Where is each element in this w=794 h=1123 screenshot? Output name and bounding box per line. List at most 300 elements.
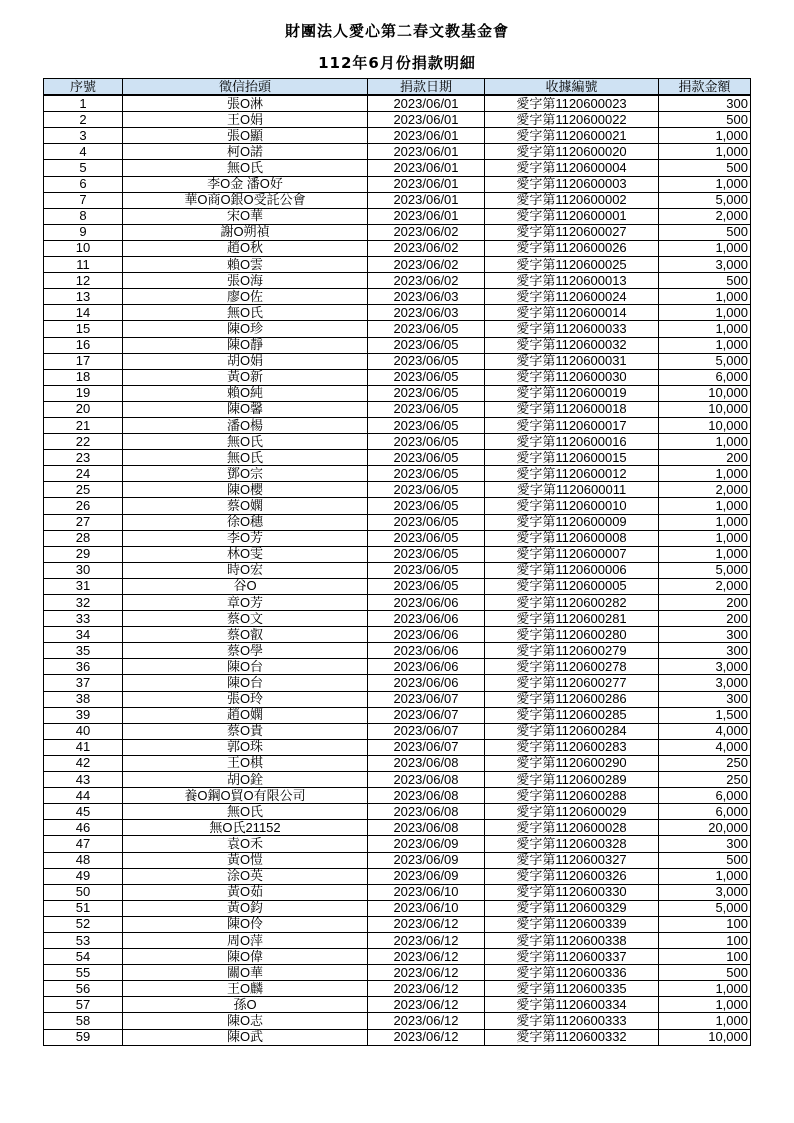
serial-cell: 51 (44, 900, 123, 916)
receipt-number-cell: 愛字第1120600002 (485, 192, 659, 208)
amount-cell: 1,000 (659, 498, 751, 514)
table-row (44, 868, 751, 884)
receipt-number-cell: 愛字第1120600335 (485, 981, 659, 997)
amount-cell: 6,000 (659, 369, 751, 385)
amount-cell: 4,000 (659, 723, 751, 739)
table-row (44, 965, 751, 981)
serial-cell: 59 (44, 1029, 123, 1045)
amount-cell: 2,000 (659, 208, 751, 224)
donor-name-cell: 宋O華 (123, 208, 368, 224)
donor-name-cell: 孫O (123, 997, 368, 1013)
column-header-receipt-number: 收據編號 (485, 79, 659, 96)
donor-name-cell: 無O氏 (123, 804, 368, 820)
donor-name-cell: 無O氏 (123, 450, 368, 466)
receipt-number-cell: 愛字第1120600008 (485, 530, 659, 546)
serial-cell: 47 (44, 836, 123, 852)
donor-name-cell: 袁O禾 (123, 836, 368, 852)
serial-cell: 11 (44, 257, 123, 273)
amount-cell: 10,000 (659, 401, 751, 417)
date-cell: 2023/06/06 (368, 595, 485, 611)
serial-cell: 57 (44, 997, 123, 1013)
amount-cell: 1,000 (659, 530, 751, 546)
table-row (44, 546, 751, 562)
table-row (44, 160, 751, 176)
amount-cell: 500 (659, 224, 751, 240)
receipt-number-cell: 愛字第1120600020 (485, 144, 659, 160)
table-row (44, 916, 751, 932)
serial-cell: 33 (44, 611, 123, 627)
date-cell: 2023/06/09 (368, 868, 485, 884)
date-cell: 2023/06/05 (368, 353, 485, 369)
donor-name-cell: 蔡O貴 (123, 723, 368, 739)
table-row (44, 257, 751, 273)
table-row (44, 514, 751, 530)
receipt-number-cell: 愛字第1120600281 (485, 611, 659, 627)
table-row (44, 997, 751, 1013)
date-cell: 2023/06/09 (368, 852, 485, 868)
serial-cell: 49 (44, 868, 123, 884)
receipt-number-cell: 愛字第1120600339 (485, 916, 659, 932)
donor-name-cell: 郭O珠 (123, 739, 368, 755)
serial-cell: 36 (44, 659, 123, 675)
amount-cell: 500 (659, 852, 751, 868)
table-row (44, 755, 751, 771)
table-row (44, 530, 751, 546)
table-row (44, 321, 751, 337)
serial-cell: 1 (44, 95, 123, 112)
table-row (44, 128, 751, 144)
date-cell: 2023/06/12 (368, 916, 485, 932)
donor-name-cell: 趙O秋 (123, 240, 368, 256)
receipt-number-cell: 愛字第1120600283 (485, 739, 659, 755)
amount-cell: 3,000 (659, 675, 751, 691)
serial-cell: 45 (44, 804, 123, 820)
date-cell: 2023/06/06 (368, 675, 485, 691)
table-row (44, 707, 751, 723)
amount-cell: 1,000 (659, 128, 751, 144)
table-row (44, 884, 751, 900)
table-row (44, 788, 751, 804)
receipt-number-cell: 愛字第1120600030 (485, 369, 659, 385)
receipt-number-cell: 愛字第1120600336 (485, 965, 659, 981)
serial-cell: 54 (44, 949, 123, 965)
serial-cell: 39 (44, 707, 123, 723)
table-row (44, 482, 751, 498)
amount-cell: 1,000 (659, 337, 751, 353)
table-row (44, 981, 751, 997)
donor-name-cell: 鄧O宗 (123, 466, 368, 482)
amount-cell: 1,000 (659, 144, 751, 160)
donor-name-cell: 時O宏 (123, 562, 368, 578)
column-header-amount: 捐款金額 (659, 79, 751, 96)
table-row (44, 595, 751, 611)
donor-name-cell: 無O氏 (123, 434, 368, 450)
table-row (44, 932, 751, 948)
date-cell: 2023/06/02 (368, 224, 485, 240)
table-row (44, 176, 751, 192)
serial-cell: 43 (44, 772, 123, 788)
receipt-number-cell: 愛字第1120600031 (485, 353, 659, 369)
table-row (44, 434, 751, 450)
date-cell: 2023/06/01 (368, 208, 485, 224)
column-header-donor-name: 徵信抬頭 (123, 79, 368, 96)
table-row (44, 659, 751, 675)
table-row (44, 450, 751, 466)
date-cell: 2023/06/01 (368, 176, 485, 192)
amount-cell: 1,000 (659, 868, 751, 884)
donor-name-cell: 王O麟 (123, 981, 368, 997)
serial-cell: 5 (44, 160, 123, 176)
date-cell: 2023/06/05 (368, 514, 485, 530)
donor-name-cell: 賴O雲 (123, 257, 368, 273)
date-cell: 2023/06/02 (368, 240, 485, 256)
date-cell: 2023/06/07 (368, 739, 485, 755)
date-cell: 2023/06/07 (368, 707, 485, 723)
donor-name-cell: 賴O純 (123, 385, 368, 401)
serial-cell: 15 (44, 321, 123, 337)
table-body (44, 95, 751, 1045)
donor-name-cell: 華O商O銀O受託公會 (123, 192, 368, 208)
amount-cell: 3,000 (659, 257, 751, 273)
serial-cell: 30 (44, 562, 123, 578)
table-row (44, 578, 751, 594)
amount-cell: 5,000 (659, 900, 751, 916)
table-row (44, 353, 751, 369)
amount-cell: 1,000 (659, 546, 751, 562)
donor-name-cell: 張O玲 (123, 691, 368, 707)
serial-cell: 50 (44, 884, 123, 900)
date-cell: 2023/06/06 (368, 611, 485, 627)
receipt-number-cell: 愛字第1120600007 (485, 546, 659, 562)
table-row (44, 305, 751, 321)
organization-title: 財團法人愛心第二春文教基金會 (284, 22, 509, 40)
serial-cell: 10 (44, 240, 123, 256)
donor-name-cell: 謝O朔禎 (123, 224, 368, 240)
serial-cell: 31 (44, 578, 123, 594)
serial-cell: 17 (44, 353, 123, 369)
receipt-number-cell: 愛字第1120600337 (485, 949, 659, 965)
receipt-number-cell: 愛字第1120600016 (485, 434, 659, 450)
date-cell: 2023/06/12 (368, 965, 485, 981)
amount-cell: 100 (659, 916, 751, 932)
receipt-number-cell: 愛字第1120600284 (485, 723, 659, 739)
donor-name-cell: 涂O英 (123, 868, 368, 884)
table-row (44, 289, 751, 305)
amount-cell: 200 (659, 595, 751, 611)
donor-name-cell: 無O氏 (123, 305, 368, 321)
date-cell: 2023/06/07 (368, 723, 485, 739)
receipt-number-cell: 愛字第1120600021 (485, 128, 659, 144)
date-cell: 2023/06/05 (368, 466, 485, 482)
donor-name-cell: 黃O新 (123, 369, 368, 385)
donor-name-cell: 蔡O嫻 (123, 498, 368, 514)
receipt-number-cell: 愛字第1120600327 (485, 852, 659, 868)
receipt-number-cell: 愛字第1120600289 (485, 772, 659, 788)
date-cell: 2023/06/05 (368, 434, 485, 450)
amount-cell: 500 (659, 965, 751, 981)
receipt-number-cell: 愛字第1120600010 (485, 498, 659, 514)
receipt-number-cell: 愛字第1120600329 (485, 900, 659, 916)
amount-cell: 1,000 (659, 321, 751, 337)
table-row (44, 95, 751, 112)
amount-cell: 1,000 (659, 466, 751, 482)
table-row (44, 240, 751, 256)
receipt-number-cell: 愛字第1120600277 (485, 675, 659, 691)
date-cell: 2023/06/05 (368, 417, 485, 433)
serial-cell: 35 (44, 643, 123, 659)
donation-table (43, 78, 751, 1046)
donor-name-cell: 王O娟 (123, 112, 368, 128)
date-cell: 2023/06/01 (368, 95, 485, 112)
receipt-number-cell: 愛字第1120600027 (485, 224, 659, 240)
date-cell: 2023/06/06 (368, 659, 485, 675)
amount-cell: 1,000 (659, 289, 751, 305)
serial-cell: 32 (44, 595, 123, 611)
amount-cell: 500 (659, 112, 751, 128)
receipt-number-cell: 愛字第1120600018 (485, 401, 659, 417)
serial-cell: 6 (44, 176, 123, 192)
table-row (44, 417, 751, 433)
table-row (44, 900, 751, 916)
table-row (44, 627, 751, 643)
receipt-number-cell: 愛字第1120600286 (485, 691, 659, 707)
serial-cell: 37 (44, 675, 123, 691)
serial-cell: 29 (44, 546, 123, 562)
date-cell: 2023/06/03 (368, 289, 485, 305)
table-row (44, 820, 751, 836)
donor-name-cell: 趙O嫻 (123, 707, 368, 723)
date-cell: 2023/06/08 (368, 788, 485, 804)
table-row (44, 1029, 751, 1045)
donor-name-cell: 關O華 (123, 965, 368, 981)
date-cell: 2023/06/01 (368, 192, 485, 208)
receipt-number-cell: 愛字第1120600290 (485, 755, 659, 771)
table-row (44, 611, 751, 627)
donor-name-cell: 李O金 潘O好 (123, 176, 368, 192)
table-row (44, 739, 751, 755)
serial-cell: 28 (44, 530, 123, 546)
receipt-number-cell: 愛字第1120600001 (485, 208, 659, 224)
donor-name-cell: 張O海 (123, 273, 368, 289)
date-cell: 2023/06/08 (368, 804, 485, 820)
serial-cell: 53 (44, 932, 123, 948)
receipt-number-cell: 愛字第1120600014 (485, 305, 659, 321)
donor-name-cell: 廖O佐 (123, 289, 368, 305)
date-cell: 2023/06/05 (368, 578, 485, 594)
table-row (44, 1013, 751, 1029)
serial-cell: 14 (44, 305, 123, 321)
receipt-number-cell: 愛字第1120600279 (485, 643, 659, 659)
donor-name-cell: 陳O志 (123, 1013, 368, 1029)
amount-cell: 1,000 (659, 176, 751, 192)
donor-name-cell: 胡O銓 (123, 772, 368, 788)
donor-name-cell: 無O氏 (123, 160, 368, 176)
receipt-number-cell: 愛字第1120600333 (485, 1013, 659, 1029)
date-cell: 2023/06/03 (368, 305, 485, 321)
date-cell: 2023/06/05 (368, 562, 485, 578)
amount-cell: 10,000 (659, 1029, 751, 1045)
amount-cell: 300 (659, 627, 751, 643)
table-row (44, 498, 751, 514)
serial-cell: 44 (44, 788, 123, 804)
table-row (44, 385, 751, 401)
date-cell: 2023/06/05 (368, 450, 485, 466)
serial-cell: 58 (44, 1013, 123, 1029)
date-cell: 2023/06/01 (368, 128, 485, 144)
donor-name-cell: 張O淋 (123, 95, 368, 112)
serial-cell: 56 (44, 981, 123, 997)
amount-cell: 1,000 (659, 434, 751, 450)
donor-name-cell: 陳O武 (123, 1029, 368, 1045)
date-cell: 2023/06/05 (368, 337, 485, 353)
amount-cell: 1,000 (659, 1013, 751, 1029)
date-cell: 2023/06/05 (368, 546, 485, 562)
amount-cell: 300 (659, 95, 751, 112)
amount-cell: 100 (659, 949, 751, 965)
receipt-number-cell: 愛字第1120600026 (485, 240, 659, 256)
serial-cell: 41 (44, 739, 123, 755)
date-cell: 2023/06/01 (368, 144, 485, 160)
serial-cell: 3 (44, 128, 123, 144)
date-cell: 2023/06/12 (368, 997, 485, 1013)
donor-name-cell: 無O氏21152 (123, 820, 368, 836)
receipt-number-cell: 愛字第1120600285 (485, 707, 659, 723)
donor-name-cell: 林O雯 (123, 546, 368, 562)
table-row (44, 836, 751, 852)
serial-cell: 4 (44, 144, 123, 160)
donor-name-cell: 蔡O學 (123, 643, 368, 659)
table-row (44, 466, 751, 482)
donor-name-cell: 陳O馨 (123, 401, 368, 417)
table-row (44, 273, 751, 289)
donor-name-cell: 陳O台 (123, 659, 368, 675)
serial-cell: 24 (44, 466, 123, 482)
receipt-number-cell: 愛字第1120600033 (485, 321, 659, 337)
receipt-number-cell: 愛字第1120600288 (485, 788, 659, 804)
serial-cell: 48 (44, 852, 123, 868)
table-row (44, 192, 751, 208)
table-row (44, 852, 751, 868)
receipt-number-cell: 愛字第1120600028 (485, 820, 659, 836)
serial-cell: 9 (44, 224, 123, 240)
date-cell: 2023/06/12 (368, 981, 485, 997)
table-row (44, 337, 751, 353)
serial-cell: 27 (44, 514, 123, 530)
receipt-number-cell: 愛字第1120600022 (485, 112, 659, 128)
donor-name-cell: 谷O (123, 578, 368, 594)
date-cell: 2023/06/08 (368, 820, 485, 836)
receipt-number-cell: 愛字第1120600326 (485, 868, 659, 884)
serial-cell: 21 (44, 417, 123, 433)
donor-name-cell: 養O鋼O貿O有限公司 (123, 788, 368, 804)
date-cell: 2023/06/05 (368, 498, 485, 514)
date-cell: 2023/06/06 (368, 627, 485, 643)
donor-name-cell: 胡O娟 (123, 353, 368, 369)
amount-cell: 20,000 (659, 820, 751, 836)
receipt-number-cell: 愛字第1120600017 (485, 417, 659, 433)
table-header-row (44, 79, 751, 96)
amount-cell: 250 (659, 772, 751, 788)
donor-name-cell: 柯O諾 (123, 144, 368, 160)
receipt-number-cell: 愛字第1120600338 (485, 932, 659, 948)
receipt-number-cell: 愛字第1120600006 (485, 562, 659, 578)
amount-cell: 6,000 (659, 788, 751, 804)
amount-cell: 3,000 (659, 884, 751, 900)
serial-cell: 38 (44, 691, 123, 707)
receipt-number-cell: 愛字第1120600029 (485, 804, 659, 820)
amount-cell: 10,000 (659, 417, 751, 433)
table-row (44, 675, 751, 691)
serial-cell: 22 (44, 434, 123, 450)
table-row (44, 401, 751, 417)
amount-cell: 5,000 (659, 353, 751, 369)
table-row (44, 562, 751, 578)
date-cell: 2023/06/12 (368, 932, 485, 948)
amount-cell: 6,000 (659, 804, 751, 820)
table-row (44, 112, 751, 128)
amount-cell: 250 (659, 755, 751, 771)
amount-cell: 300 (659, 836, 751, 852)
date-cell: 2023/06/01 (368, 160, 485, 176)
date-cell: 2023/06/06 (368, 643, 485, 659)
receipt-number-cell: 愛字第1120600032 (485, 337, 659, 353)
amount-cell: 1,000 (659, 240, 751, 256)
amount-cell: 300 (659, 643, 751, 659)
date-cell: 2023/06/05 (368, 530, 485, 546)
donor-name-cell: 王O棋 (123, 755, 368, 771)
amount-cell: 4,000 (659, 739, 751, 755)
donor-name-cell: 李O芳 (123, 530, 368, 546)
receipt-number-cell: 愛字第1120600330 (485, 884, 659, 900)
receipt-number-cell: 愛字第1120600015 (485, 450, 659, 466)
serial-cell: 40 (44, 723, 123, 739)
amount-cell: 5,000 (659, 562, 751, 578)
receipt-number-cell: 愛字第1120600328 (485, 836, 659, 852)
donor-name-cell: 蔡O文 (123, 611, 368, 627)
serial-cell: 55 (44, 965, 123, 981)
amount-cell: 100 (659, 932, 751, 948)
date-cell: 2023/06/05 (368, 385, 485, 401)
report-title: 112年6月份捐款明細 (318, 54, 476, 72)
amount-cell: 3,000 (659, 659, 751, 675)
donor-name-cell: 蔡O叡 (123, 627, 368, 643)
serial-cell: 18 (44, 369, 123, 385)
date-cell: 2023/06/02 (368, 273, 485, 289)
date-cell: 2023/06/12 (368, 1013, 485, 1029)
receipt-number-cell: 愛字第1120600003 (485, 176, 659, 192)
amount-cell: 1,000 (659, 997, 751, 1013)
date-cell: 2023/06/09 (368, 836, 485, 852)
donor-name-cell: 黃O茹 (123, 884, 368, 900)
amount-cell: 200 (659, 611, 751, 627)
date-cell: 2023/06/05 (368, 321, 485, 337)
serial-cell: 16 (44, 337, 123, 353)
receipt-number-cell: 愛字第1120600332 (485, 1029, 659, 1045)
amount-cell: 1,000 (659, 305, 751, 321)
date-cell: 2023/06/08 (368, 772, 485, 788)
receipt-number-cell: 愛字第1120600004 (485, 160, 659, 176)
serial-cell: 19 (44, 385, 123, 401)
receipt-number-cell: 愛字第1120600278 (485, 659, 659, 675)
donor-name-cell: 陳O珍 (123, 321, 368, 337)
donor-name-cell: 黃O愷 (123, 852, 368, 868)
column-header-date: 捐款日期 (368, 79, 485, 96)
donor-name-cell: 張O顯 (123, 128, 368, 144)
amount-cell: 200 (659, 450, 751, 466)
receipt-number-cell: 愛字第1120600011 (485, 482, 659, 498)
date-cell: 2023/06/10 (368, 884, 485, 900)
amount-cell: 5,000 (659, 192, 751, 208)
